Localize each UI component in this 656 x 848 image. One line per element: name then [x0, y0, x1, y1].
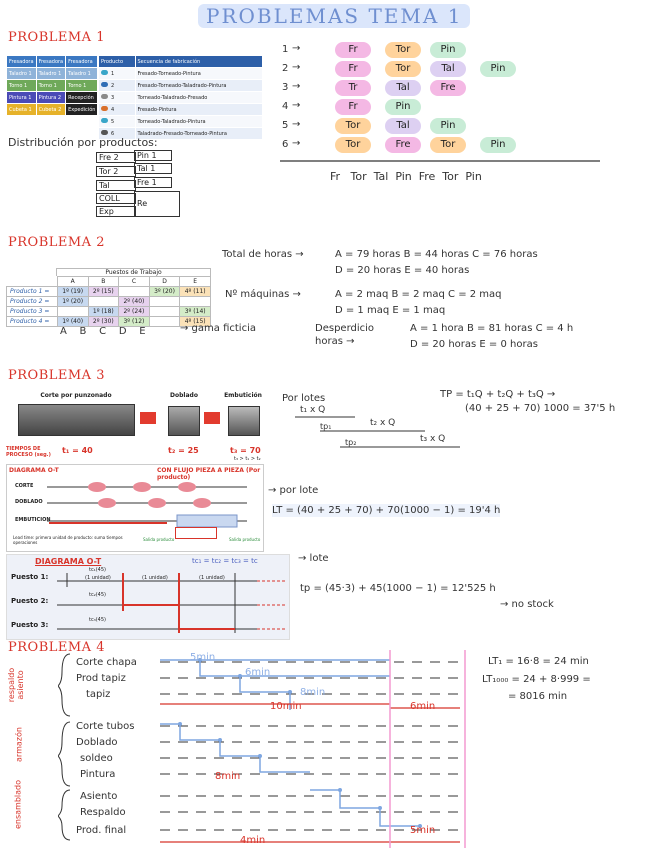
- sequence-table: [98, 55, 263, 140]
- diagram-flow-lines: [47, 479, 257, 531]
- lotes-item: t₃ x Q: [420, 434, 446, 444]
- dist-box: Pin 1: [134, 150, 172, 161]
- station-cell: Cubeta 2: [36, 104, 66, 116]
- dist-box: Tal 1: [134, 163, 172, 174]
- product-sequence: Torneado-Taladrado-Fresado: [135, 92, 263, 104]
- station-cell: Taladro 1: [36, 68, 66, 80]
- table-cell: 1º (19): [57, 287, 88, 297]
- time-t3: t₃ = 70: [230, 446, 261, 455]
- group-label: respaldo asiento: [7, 667, 25, 703]
- route-step: Tor: [430, 137, 466, 153]
- route-number: 3: [282, 82, 289, 93]
- route-step: Pin: [430, 118, 466, 134]
- station-cell: Fresadora: [36, 56, 66, 68]
- route-step: Pin: [480, 137, 516, 153]
- embossing-image: [228, 406, 260, 436]
- route-arrow-icon: →: [292, 62, 301, 73]
- times-label: TIEMPOS DE PROCESO (seg.): [6, 446, 51, 458]
- table-cell: 4º (11): [180, 287, 211, 297]
- product-number: [99, 68, 136, 80]
- station-grid: [6, 55, 98, 116]
- station-cell: Torno 1: [36, 80, 66, 92]
- dist-box: COLL: [96, 193, 136, 204]
- station-cell: Pintura 2: [36, 92, 66, 104]
- diagram-ot-stations: [6, 554, 290, 640]
- station-cell: Fresadora: [7, 56, 37, 68]
- red-box: [175, 527, 217, 539]
- lot-note-2: → lote: [298, 553, 329, 564]
- time-label: 5min: [190, 652, 216, 663]
- station-cell: Torno 1: [7, 80, 37, 92]
- station-cell: Taladro 1: [66, 68, 98, 80]
- dist-box: Re: [134, 191, 180, 217]
- group-label: ensamblado: [13, 779, 23, 830]
- route-step: Fre: [430, 80, 466, 96]
- diagram-title: DIAGRAMA O-T: [9, 467, 59, 474]
- stage-title: Doblado: [170, 392, 198, 399]
- column-header: E: [180, 277, 211, 287]
- arrow-icon: [140, 412, 156, 424]
- time-label: 6min: [245, 667, 271, 678]
- task-label: Corte chapa: [76, 657, 137, 668]
- diagram-row: CORTE: [15, 483, 34, 489]
- route-step: Tor: [385, 42, 421, 58]
- table-cell: 2º (24): [119, 307, 150, 317]
- machines-label: Nº máquinas →: [225, 289, 301, 300]
- machines-line1: A = 2 maq B = 2 maq C = 2 maq: [335, 289, 502, 300]
- table-cell: [57, 307, 88, 317]
- route-step: Fr: [335, 99, 371, 115]
- tc-label: tc₂(45): [89, 592, 106, 598]
- punch-machine-image: [18, 404, 135, 436]
- machines-line2: D = 1 maq E = 1 maq: [335, 305, 446, 316]
- output-badge: Salida producto: [229, 537, 261, 542]
- time-label: 8min: [300, 687, 326, 698]
- table-cell: 1º (18): [88, 307, 119, 317]
- gama-ficticia-label: → gama ficticia: [180, 323, 256, 334]
- station-row: Puesto 3:: [11, 621, 49, 629]
- station-cell: Recepción: [66, 92, 98, 104]
- table-cell: 3º (20): [149, 287, 180, 297]
- tp2-formula: tp = (45·3) + 45(1000 − 1) = 12'525 h: [300, 583, 496, 594]
- problem-1-heading: PROBLEMA 1: [8, 30, 105, 45]
- dist-box: Exp: [96, 206, 136, 217]
- lotes-label: Por lotes: [282, 393, 326, 404]
- table-cell: 1º (40): [57, 317, 88, 327]
- time-t2: t₂ = 25: [168, 446, 199, 455]
- lt1-formula: LT₁ = 16·8 = 24 min: [488, 656, 589, 667]
- table-cell: [119, 287, 150, 297]
- table-cell: 4º (15): [180, 317, 211, 327]
- product-number: [99, 116, 136, 128]
- product-id: 5: [111, 119, 115, 125]
- stage-title: Corte por punzonado: [40, 392, 112, 399]
- dist-box: Fre 2: [96, 152, 136, 163]
- lotes-item: t₁ x Q: [300, 405, 326, 415]
- route-step: Tor: [335, 118, 371, 134]
- column-header: D: [149, 277, 180, 287]
- product-icon: [101, 130, 108, 135]
- tp-formula: TP = t₁Q + t₂Q + t₃Q →: [440, 389, 556, 400]
- problem-4-heading: PROBLEMA 4: [8, 640, 105, 655]
- total-hours-label: Total de horas →: [222, 249, 304, 260]
- unit-label: (1 unidad): [85, 575, 111, 581]
- time-t1: t₁ = 40: [62, 446, 93, 455]
- station-cell: Expedición: [66, 104, 98, 116]
- table-cell: [149, 307, 180, 317]
- product-id: 3: [111, 95, 115, 101]
- station-cell: Cubeta 1: [7, 104, 37, 116]
- col-header-secuencia: Secuencia de fabricación: [135, 56, 263, 68]
- route-step: Tr: [335, 80, 371, 96]
- arrow-icon: [204, 412, 220, 424]
- per-lot-note: → por lote: [268, 485, 319, 496]
- task-label: Asiento: [80, 791, 118, 802]
- unit-label: (1 unidad): [142, 575, 168, 581]
- route-step: Pin: [385, 99, 421, 115]
- tp-value: (40 + 25 + 70) 1000 = 37'5 h: [465, 403, 616, 414]
- diagram-row: DOBLADO: [15, 499, 43, 505]
- table-cell: 2º (15): [88, 287, 119, 297]
- route-step: Tor: [335, 137, 371, 153]
- row-header: Producto 1 =: [7, 287, 58, 297]
- column-header: B: [88, 277, 119, 287]
- diagram-row: EMBUTICION: [15, 517, 51, 523]
- process-strip: [18, 392, 263, 457]
- total-hours-line2: D = 20 horas E = 40 horas: [335, 265, 470, 276]
- route-number: 5: [282, 120, 289, 131]
- column-header: A: [57, 277, 88, 287]
- distribution-label: Distribución por productos:: [8, 136, 158, 149]
- gantt-sketch: [160, 650, 470, 848]
- station-cell: Pintura 1: [7, 92, 37, 104]
- waste-label: Desperdicio horas →: [315, 323, 375, 347]
- route-arrow-icon: →: [292, 81, 301, 92]
- table-cell: [88, 297, 119, 307]
- product-sequence: Torneado-Taladrado-Pintura: [135, 116, 263, 128]
- task-label: Corte tubos: [76, 721, 135, 732]
- product-sequence: Fresado-Pintura: [135, 104, 263, 116]
- diagram2-equation: tc₁ = tc₂ = tc₃ = tc: [192, 557, 258, 565]
- page-title: PROBLEMAS TEMA 1: [198, 4, 470, 28]
- lt1000-result: = 8016 min: [508, 691, 568, 702]
- product-number: [99, 104, 136, 116]
- route-step: Fr: [335, 61, 371, 77]
- product-id: 6: [111, 131, 115, 137]
- bending-image: [168, 406, 200, 436]
- stage-title: Embutición: [224, 392, 262, 399]
- table-cell: 1º (20): [57, 297, 88, 307]
- task-label: Prod tapiz: [76, 673, 126, 684]
- station-row: Puesto 2:: [11, 597, 49, 605]
- route-step: Fre: [385, 137, 421, 153]
- time-label: 8min: [215, 771, 241, 782]
- diagram-flow-label: CON FLUJO PIEZA A PIEZA (Por producto): [157, 467, 261, 481]
- diagram2-title: DIAGRAMA O-T: [35, 557, 102, 566]
- time-label: 6min: [410, 701, 436, 712]
- lead-time-formula: LT = (40 + 25 + 70) + 70(1000 − 1) = 19'4 h: [272, 505, 501, 516]
- station-cell: Fresadora: [66, 56, 98, 68]
- product-number: [99, 80, 136, 92]
- table-cell: 3º (12): [119, 317, 150, 327]
- station-row: Puesto 1:: [11, 573, 49, 581]
- row-header: Producto 2 =: [7, 297, 58, 307]
- route-number: 6: [282, 139, 289, 150]
- route-step: Fr: [335, 42, 371, 58]
- waste-line1: A = 1 hora B = 81 horas C = 4 h: [410, 323, 574, 334]
- lotes-item: tp₂: [345, 438, 357, 447]
- tc-label: tc₃(45): [89, 617, 106, 623]
- product-icon: [101, 82, 108, 87]
- row-header: Producto 3 =: [7, 307, 58, 317]
- time-label: 5min: [410, 825, 436, 836]
- dist-box: Fre 1: [134, 177, 172, 188]
- table-cell: 2º (40): [119, 297, 150, 307]
- table-cell: [149, 317, 180, 327]
- problem-2-heading: PROBLEMA 2: [8, 235, 105, 250]
- product-icon: [101, 118, 108, 123]
- task-label: tapiz: [86, 689, 111, 700]
- tc-label: tc₁(45): [89, 567, 106, 573]
- routes-baseline: [280, 155, 610, 167]
- routes-axis-labels: Fr Tor Tal Pin Fre Tor Pin: [330, 170, 482, 183]
- route-step: Tor: [385, 61, 421, 77]
- route-number: 4: [282, 101, 289, 112]
- unit-label: (1 unidad): [199, 575, 225, 581]
- time-label: 4min: [240, 835, 266, 846]
- group-braces: [58, 652, 72, 842]
- no-stock-note: → no stock: [500, 599, 554, 610]
- table-cell: 2º (30): [88, 317, 119, 327]
- route-arrow-icon: →: [292, 119, 301, 130]
- total-hours-line1: A = 79 horas B = 44 horas C = 76 horas: [335, 249, 538, 260]
- lt1000-formula: LT₁₀₀₀ = 24 + 8·999 =: [482, 674, 591, 685]
- product-icon: [101, 70, 108, 75]
- table-title: Puestos de Trabajo: [56, 268, 211, 276]
- route-arrow-icon: →: [292, 100, 301, 111]
- dist-box: Tor 2: [96, 166, 136, 177]
- route-number: 1: [282, 44, 289, 55]
- column-header: C: [119, 277, 150, 287]
- table-cell: [180, 297, 211, 307]
- output-badge: Salida producto: [143, 537, 175, 542]
- product-number: [99, 92, 136, 104]
- col-header-producto: Producto: [99, 56, 136, 68]
- product-icon: [101, 94, 108, 99]
- lead-time-note: Lead time: primera unidad de producto: suma tiempos operaciones: [13, 535, 123, 545]
- product-id: 4: [111, 107, 115, 113]
- route-step: Pin: [480, 61, 516, 77]
- task-label: Prod. final: [76, 825, 127, 836]
- route-step: Tal: [385, 118, 421, 134]
- column-letters: A B C D E: [60, 326, 146, 337]
- station-cell: Torno 1: [66, 80, 98, 92]
- route-step: Tal: [430, 61, 466, 77]
- route-step: Tal: [385, 80, 421, 96]
- product-icon: [101, 106, 108, 111]
- diagram-ot-flow: [6, 464, 264, 552]
- table-cell: [149, 297, 180, 307]
- group-label: armazón: [14, 727, 24, 762]
- route-number: 2: [282, 63, 289, 74]
- dist-box: Tal: [96, 180, 136, 191]
- route-arrow-icon: →: [292, 43, 301, 54]
- product-id: 1: [111, 71, 115, 77]
- route-arrow-icon: →: [292, 138, 301, 149]
- task-label: soldeo: [80, 753, 113, 764]
- task-label: Pintura: [80, 769, 116, 780]
- problem-3-heading: PROBLEMA 3: [8, 368, 105, 383]
- waste-line2: D = 20 horas E = 0 horas: [410, 339, 538, 350]
- product-sequence: Fresado-Torneado-Taladrado-Pintura: [135, 80, 263, 92]
- lotes-item: tp₁: [320, 422, 332, 431]
- task-label: Doblado: [76, 737, 118, 748]
- lotes-item: t₂ x Q: [370, 418, 396, 428]
- time-label: 10min: [270, 701, 302, 712]
- station-cell: Taladro 1: [7, 68, 37, 80]
- row-header: Producto 4 =: [7, 317, 58, 327]
- time-order-note: t₃ > t₁ > t₂: [234, 456, 261, 462]
- table-cell: 3º (14): [180, 307, 211, 317]
- task-label: Respaldo: [80, 807, 126, 818]
- product-sequence: Fresado-Torneado-Pintura: [135, 68, 263, 80]
- workstations-table: [6, 268, 211, 327]
- product-sequence: Taladrado-Fresado-Torneado-Pintura: [135, 128, 263, 140]
- stations-timeline: [57, 569, 287, 633]
- route-step: Pin: [430, 42, 466, 58]
- product-id: 2: [111, 83, 115, 89]
